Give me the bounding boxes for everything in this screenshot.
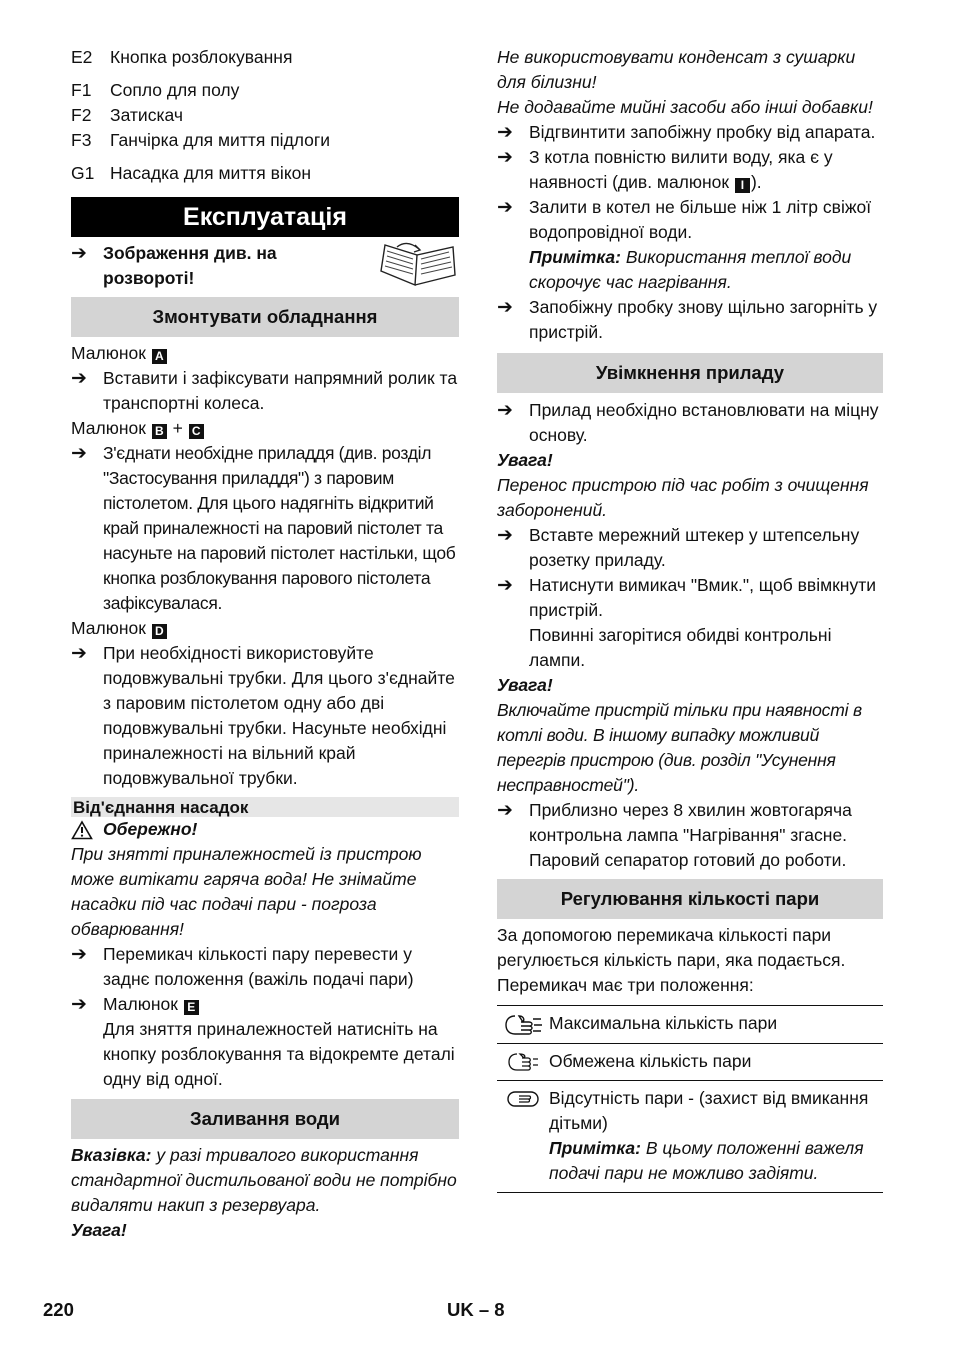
figure-ref-d: Малюнок D [71,616,459,641]
legend-label: Насадка для миття вікон [110,163,312,183]
arrow-icon: ➔ [71,368,87,389]
legend-label: Затискач [110,105,183,125]
legend-code: F3 [71,130,92,150]
legend-label: Кнопка розблокування [110,47,293,67]
switch-on-step-3: ➔ Натиснути вимикач "Вмик.", щоб ввімкнути пристрій. [497,573,883,623]
switch-on-step-2: ➔ Вставте мережний штекер у штепсельну розетку приладу. [497,523,883,573]
figure-badge-d: D [152,624,167,639]
water-step-3: ➔ Залити в котел не більше ніж 1 літр свіжої водопровідної води. [497,195,883,245]
legend-code: F2 [71,105,92,125]
arrow-icon: ➔ [71,994,87,1015]
left-column [71,45,459,1243]
switch-on-step-4: ➔ Приблизно через 8 хвилин жовтогаряча контрольна лампа "Нагрівання" згасне. Паровий сепаратор готовий до роботи. [497,798,883,873]
arrow-icon: ➔ [497,800,513,821]
section-title-operation: Експлуатація [71,197,459,237]
water-step-2: ➔ З котла повністю вилити воду, яка є у наявності (див. малюнок I ). [497,145,883,195]
legend-item-f2 [71,103,459,128]
arrow-icon: ➔ [497,147,513,168]
section-footer: UK – 8 [447,1299,505,1320]
mount-step-3: ➔ При необхідності використовуйте подовжувальні трубки. Для цього з'єднайте з паровим пістолетом одну або дві подовжувальні трубки. Насуньте необхідні приналежності на вільний край подовжувальної трубки. [71,641,459,791]
legend-item-f3 [71,128,459,153]
water-warning-1: Не використовувати конденсат з сушарки для білизни! [497,47,856,92]
figure-badge-a: A [152,349,167,364]
switch-on-attention-2: Увага! [497,675,553,695]
water-step-1: ➔ Відгвинтити запобіжну пробку від апарата. [497,122,876,143]
section-title-water: Заливання води [71,1099,459,1139]
steam-position-reduced: Обмежена кількість пари [497,1044,883,1081]
legend-item-f1 [71,78,459,103]
see-pictures-row [71,241,459,291]
water-warning-2: Не додавайте мийні засоби або інші добавки! [497,97,873,117]
arrow-icon: ➔ [71,643,87,664]
legend-label: Сопло для полу [110,80,240,100]
switch-on-attention-1: Увага! [497,450,553,470]
page-number: 220 [43,1299,74,1320]
arrow-icon: ➔ [497,197,513,218]
mount-step-1: ➔ Вставити і зафіксувати напрямний ролик та транспортні колеса. [71,366,459,416]
switch-on-attention-1-text: Перенос пристрою під час робіт з очищення заборонений. [497,475,869,520]
arrow-icon: ➔ [497,575,513,596]
no-steam-icon [505,1088,541,1110]
caution-text: При знятті приналежностей із пристрою може витікати гаряча вода! Не знімайте насадки під час подачі пари - погроза обварювання! [71,844,422,939]
reduced-steam-icon [506,1051,540,1073]
mount-step-2: ➔ З'єднати необхідне приладдя (див. розділ "Застосування приладдя") з паровим пістолетом. Для цього надягніть відкритий край приналежності на паровий пістолет та насуньте на паровий пістолет настільки, щоб кнопка розблокування парового пістолета зафіксувалася. [71,441,459,616]
steam-positions-table [497,1005,883,1193]
legend-code: G1 [71,163,95,183]
section-title-switch-on: Увімкнення приладу [497,353,883,393]
section-title-mount: Змонтувати обладнання [71,297,459,337]
arrow-icon: ➔ [497,525,513,546]
arrow-icon: ➔ [71,243,87,264]
water-note-2: Примітка: Використання теплої води скорочує час нагрівання. [529,247,852,292]
figure-badge-b: B [152,424,167,439]
legend-code: E2 [71,47,93,67]
right-column [497,45,883,1193]
caution-line: Обережно! [71,817,459,842]
figure-badge-e: E [184,1000,199,1015]
section-title-detach: Від'єднання насадок [71,797,459,817]
detach-step-2-text: Для зняття приналежностей натисніть на кнопку розблокування та відокремте деталі одну від одної. [103,1019,455,1089]
steam-position-max: Максимальна кількість пари [497,1006,883,1044]
arrow-icon: ➔ [71,443,87,464]
legend-label: Ганчірка для миття підлоги [110,130,331,150]
legend-item-e2 [71,45,459,70]
arrow-icon: ➔ [497,400,513,421]
figure-badge-i: I [735,178,750,193]
see-pictures-text: Зображення див. на розвороті! [103,243,277,288]
water-note: Вказівка: у разі тривалого використання стандартної дистильованої води не потрібно видаляти накип з резервуара. [71,1145,457,1215]
legend-code: F1 [71,80,92,100]
steam-position-none: Відсутність пари - (захист від вмикання дітьми) Примітка: В цьому положенні важеля подачі пари не можливо задіяти. [497,1081,883,1193]
arrow-icon: ➔ [497,297,513,318]
steam-position-none-note: Примітка: В цьому положенні важеля подачі пари не можливо задіяти. [549,1138,864,1183]
open-book-icon [377,241,459,289]
section-title-steam: Регулювання кількості пари [497,879,883,919]
figure-ref-a: Малюнок A [71,341,459,366]
water-step-4: ➔ Запобіжну пробку знову щільно загорніть у пристрій. [497,295,883,345]
legend-item-g1 [71,161,459,186]
figure-ref-b-c: Малюнок B + C [71,416,459,441]
warning-triangle-icon [71,820,93,840]
figure-badge-c: C [189,424,204,439]
arrow-icon: ➔ [71,944,87,965]
switch-on-step-3-result: Повинні загорітися обидві контрольні лампи. [529,625,832,670]
detach-step-2: ➔ Малюнок E [71,992,459,1017]
arrow-icon: ➔ [497,122,513,143]
switch-on-step-1: ➔ Прилад необхідно встановлювати на міцну основу. [497,398,883,448]
max-steam-icon [503,1013,543,1037]
water-attention: Увага! [71,1220,127,1240]
steam-intro: За допомогою перемикача кількості пари регулюється кількість пари, яка подається. Перемикач має три положення: [497,925,846,995]
detach-step-1: ➔ Перемикач кількості пару перевести у заднє положення (важіль подачі пари) [71,942,459,992]
switch-on-attention-2-text: Включайте пристрій тільки при наявності в котлі води. В іншому випадку можливий перегрів пристрою (див. розділ "Усунення несправностей"). [497,700,862,795]
